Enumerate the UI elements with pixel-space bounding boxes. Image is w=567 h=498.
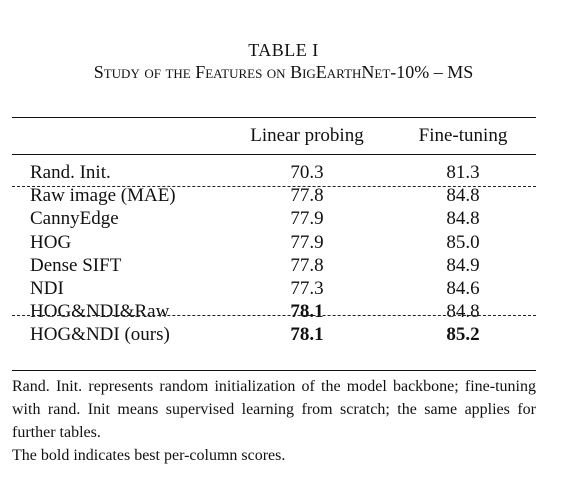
row-name: Rand. Init. bbox=[30, 162, 111, 183]
row-linear-value: 78.1 bbox=[290, 324, 324, 346]
row-finetune-value: 84.9 bbox=[446, 254, 480, 276]
row-linear-value: 70.3 bbox=[290, 162, 324, 183]
row-finetune-value: 84.8 bbox=[446, 208, 480, 230]
row-name: Dense SIFT bbox=[30, 254, 122, 276]
row-linear-value: 77.9 bbox=[290, 231, 324, 253]
footnote-bold-note: The bold indicates best per-column scores. bbox=[12, 447, 286, 464]
row-finetune-value: 84.6 bbox=[446, 278, 480, 299]
header-linear-probing: Linear probing bbox=[250, 125, 364, 146]
row-linear-value: 78.1 bbox=[290, 301, 324, 323]
row-linear-value: 77.8 bbox=[290, 254, 324, 276]
table-footnote bbox=[12, 375, 536, 467]
row-finetune-value: 85.0 bbox=[446, 231, 480, 253]
table-label: TABLE I bbox=[248, 40, 319, 60]
header-rule bbox=[12, 154, 536, 155]
row-finetune-value: 85.2 bbox=[446, 324, 480, 346]
row-name: CannyEdge bbox=[30, 208, 119, 230]
row-name: NDI bbox=[30, 278, 64, 299]
row-linear-value: 77.9 bbox=[290, 208, 324, 230]
row-name: HOG bbox=[30, 231, 72, 253]
header-fine-tuning: Fine-tuning bbox=[418, 125, 508, 146]
row-finetune-value: 84.8 bbox=[446, 301, 480, 323]
top-rule bbox=[12, 117, 536, 118]
dashed-separator-1 bbox=[12, 186, 536, 187]
bottom-rule bbox=[12, 370, 536, 371]
dashed-separator-2 bbox=[12, 315, 536, 316]
row-name: HOG&NDI&Raw bbox=[30, 301, 170, 323]
row-linear-value: 77.3 bbox=[290, 278, 324, 299]
row-finetune-value: 81.3 bbox=[446, 162, 480, 183]
table-caption: Study of the Features on BigEarthNet-10% – MS bbox=[93, 62, 474, 82]
row-linear-value: 77.8 bbox=[290, 185, 324, 207]
row-name: Raw image (MAE) bbox=[30, 185, 176, 207]
footnote-text: Rand. Init. represents random initialization of the model backbone; fine-tuning with rand. Init means supervised learning from scratch; the same applies for further tables. bbox=[12, 378, 536, 441]
row-name: HOG&NDI (ours) bbox=[30, 324, 170, 346]
row-finetune-value: 84.8 bbox=[446, 185, 480, 207]
